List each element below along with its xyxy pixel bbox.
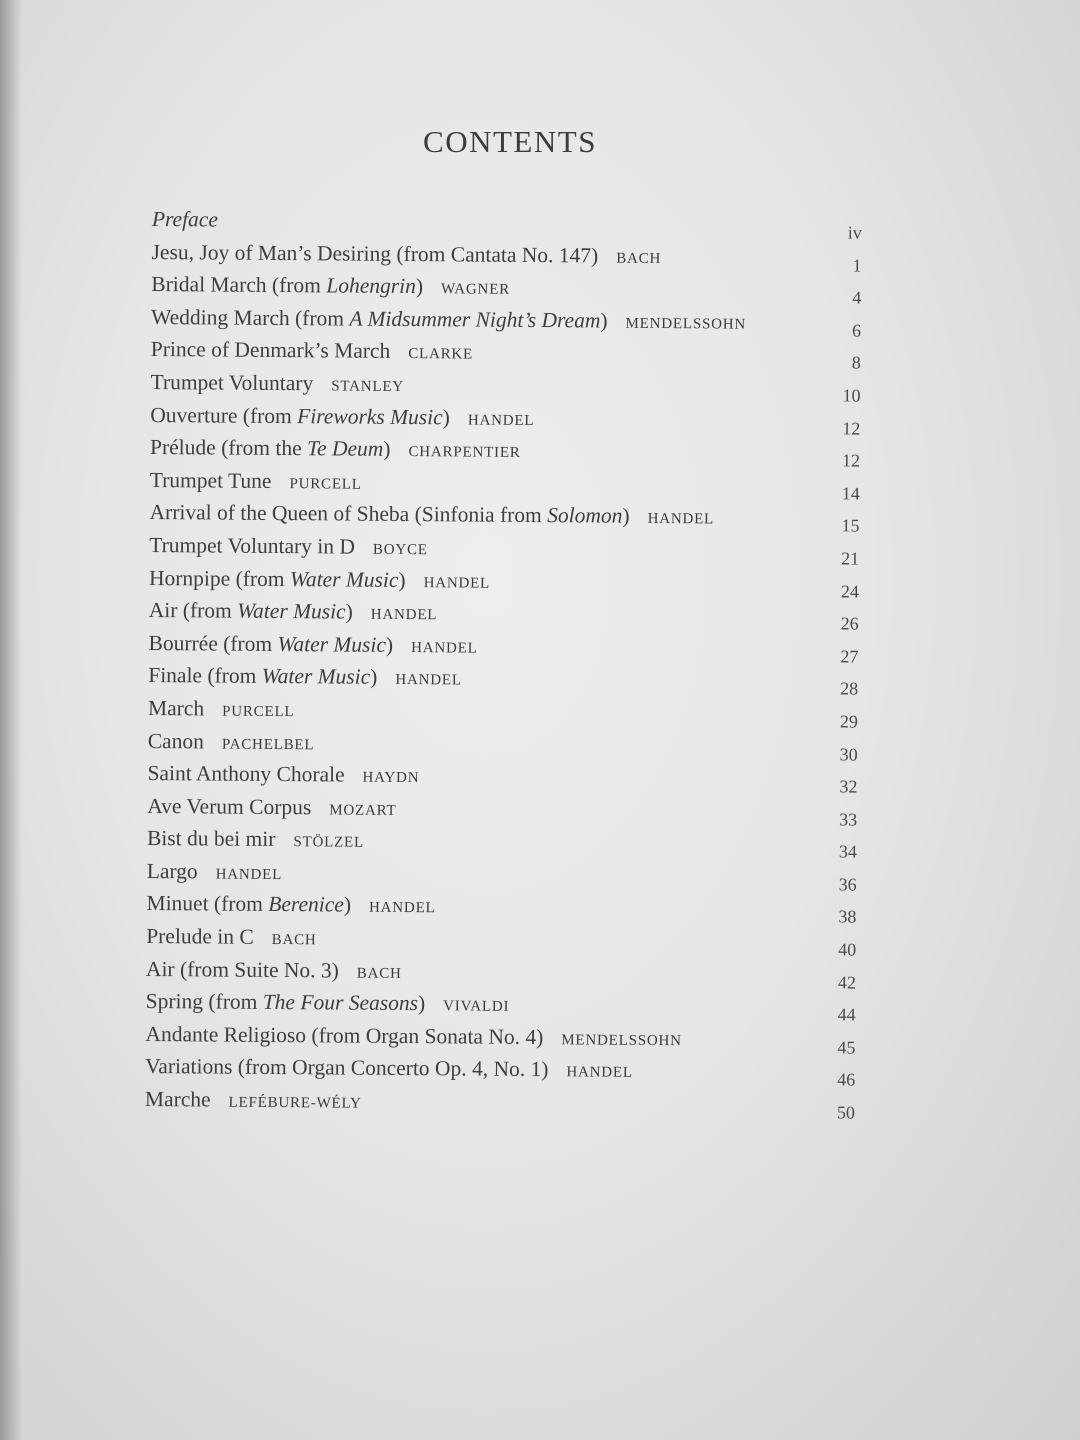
entry-title-text: ) xyxy=(415,274,424,299)
entry-title-text: Jesu, Joy of Man’s Desiring (from Cantata No. 147) xyxy=(151,239,599,268)
entry-title-text: March xyxy=(147,695,205,721)
entry-title-text: ) xyxy=(600,308,608,333)
entry-title xyxy=(146,989,426,1015)
entry-title xyxy=(147,794,311,819)
entry-page-number: 36 xyxy=(838,874,857,895)
entry-title xyxy=(148,663,377,689)
entry-composer: CLARKE xyxy=(408,346,474,363)
entry-page-number: 50 xyxy=(836,1102,855,1123)
entry-composer: BACH xyxy=(271,932,317,949)
entry-page-number: 26 xyxy=(840,613,859,634)
entry-title-text: Bist du bei mir xyxy=(146,826,276,852)
entry-title-italic: Water Music xyxy=(289,566,399,592)
entry-title-text: ) xyxy=(442,404,450,429)
entry-title-text: Ouverture (from xyxy=(150,402,298,428)
entry-page-number: 33 xyxy=(839,809,858,830)
entry-title xyxy=(148,696,204,720)
entry-composer: LEFÉBURE-WÉLY xyxy=(228,1094,362,1112)
contents-list xyxy=(145,203,872,1121)
entry-page-number: 42 xyxy=(837,972,856,993)
entry-title-text: Andante Religioso (from Organ Sonata No. 4) xyxy=(145,1021,544,1049)
entry-title-text: Finale (from xyxy=(148,663,262,689)
entry-page-number: 14 xyxy=(841,483,860,504)
entry-page-number: 15 xyxy=(841,515,860,536)
entry-composer: WAGNER xyxy=(440,281,511,299)
entry-page-number: 24 xyxy=(840,580,860,602)
entry-title xyxy=(147,859,198,883)
entry-title-text: ) xyxy=(398,567,406,592)
entry-title-text: ) xyxy=(417,991,426,1016)
entry-page-number: 12 xyxy=(842,417,861,439)
entry-page-number: 38 xyxy=(838,906,857,928)
entry-composer: PURCELL xyxy=(289,475,362,493)
entry-title xyxy=(151,370,314,395)
entry-page-number: 27 xyxy=(840,646,859,667)
entry-title-text: Trumpet Voluntary xyxy=(150,369,314,396)
entry-page-number: 21 xyxy=(841,548,860,569)
entry-composer: STÖLZEL xyxy=(293,834,365,851)
entry-title-text: ) xyxy=(343,892,352,918)
entry-page-number: 4 xyxy=(852,287,862,308)
entry-composer: HANDEL xyxy=(215,866,283,883)
entry-composer: HANDEL xyxy=(411,639,478,657)
entry-title xyxy=(149,566,406,592)
entry-composer: MOZART xyxy=(329,802,397,819)
entry-title-text: Hornpipe (from xyxy=(148,565,291,591)
entry-page-number: 1 xyxy=(852,255,862,276)
entry-page-number: 44 xyxy=(837,1004,856,1025)
entry-title-text: Saint Anthony Chorale xyxy=(147,761,345,787)
entry-title xyxy=(151,337,391,363)
entry-title-text: Prince of Denmark’s March xyxy=(150,337,391,364)
entry-composer: BOYCE xyxy=(372,541,428,559)
entry-title-text: Air (from Suite No. 3) xyxy=(145,956,339,983)
page-edge-shadow xyxy=(0,0,22,1440)
entry-title xyxy=(149,533,355,559)
entry-title-text: Air (from xyxy=(148,598,238,623)
entry-page-number: 40 xyxy=(838,939,857,960)
entry-title-italic: Water Music xyxy=(237,598,346,624)
entry-title-text: Spring (from xyxy=(145,989,263,1015)
entry-title-text: ) xyxy=(370,665,378,690)
entry-title-text: Bridal March (from xyxy=(151,272,327,298)
entry-title-italic: Fireworks Music xyxy=(297,403,443,429)
entry-title xyxy=(148,631,393,657)
entry-title xyxy=(145,1022,543,1049)
entry-title-text: Canon xyxy=(147,728,205,753)
entry-title xyxy=(152,240,599,268)
entry-composer: PURCELL xyxy=(222,703,295,721)
entry-page-number: 32 xyxy=(839,776,858,797)
contents-entry xyxy=(145,1083,865,1121)
page-title: CONTENTS xyxy=(423,124,597,159)
entry-title-text: ) xyxy=(345,599,353,624)
entry-title-italic: Preface xyxy=(151,206,219,232)
entry-title-italic: Water Music xyxy=(261,664,371,690)
entry-title xyxy=(146,957,339,983)
entry-title xyxy=(150,435,391,461)
entry-title-italic: Lohengrin xyxy=(326,273,416,299)
entry-page-number: 30 xyxy=(839,743,858,765)
entry-title-italic: The Four Seasons xyxy=(262,990,419,1016)
entry-title-italic: Solomon xyxy=(547,503,623,529)
entry-composer: MENDELSSOHN xyxy=(625,315,747,333)
entry-title-italic: Te Deum xyxy=(307,436,384,461)
entry-composer: CHARPENTIER xyxy=(408,444,521,462)
entry-title-text: Arrival of the Queen of Sheba (Sinfonia from xyxy=(149,500,548,528)
entry-title xyxy=(150,468,272,493)
entry-composer: MENDELSSOHN xyxy=(561,1032,682,1050)
entry-page-number: 28 xyxy=(840,678,859,699)
entry-composer: HANDEL xyxy=(370,606,438,624)
entry-title xyxy=(147,826,276,851)
entry-page-number: 8 xyxy=(851,352,861,373)
entry-title xyxy=(152,207,218,232)
entry-page-number: 29 xyxy=(839,711,859,732)
entry-composer: PACHELBEL xyxy=(221,736,315,753)
entry-title-text: Marche xyxy=(144,1087,211,1112)
entry-title-text: Bourrée (from xyxy=(148,630,278,656)
entry-composer: BACH xyxy=(616,250,662,267)
entry-title xyxy=(145,1087,211,1112)
entry-title-text: Minuet (from xyxy=(146,891,269,917)
entry-title xyxy=(149,598,353,624)
entry-title-text: ) xyxy=(385,632,394,657)
entry-composer: STANLEY xyxy=(331,378,405,395)
entry-page-number: 45 xyxy=(837,1037,856,1058)
entry-title-text: Trumpet Voluntary in D xyxy=(149,532,356,559)
entry-title-text: ) xyxy=(622,504,630,529)
entry-title xyxy=(149,500,629,528)
entry-title-text: Ave Verum Corpus xyxy=(147,793,312,819)
entry-title-italic: Water Music xyxy=(277,631,387,657)
entry-title-text: Largo xyxy=(146,858,198,884)
entry-title xyxy=(147,761,344,787)
entry-composer: HANDEL xyxy=(368,900,436,917)
entry-title-text: Trumpet Tune xyxy=(149,467,272,493)
entry-title xyxy=(146,891,351,917)
entry-title-text: Variations (from Organ Concerto Op. 4, No. 1) xyxy=(145,1054,549,1082)
entry-title-text: Prelude in C xyxy=(146,924,254,949)
entry-title xyxy=(146,924,254,949)
entry-title xyxy=(151,305,608,333)
entry-composer: HANDEL xyxy=(647,511,715,528)
entry-page-number: iv xyxy=(847,222,862,243)
entry-title xyxy=(151,272,423,298)
entry-page-number: 34 xyxy=(838,841,858,862)
entry-composer: HANDEL xyxy=(395,672,462,689)
entry-composer: HANDEL xyxy=(423,574,491,592)
entry-title-text: Wedding March (from xyxy=(151,304,350,331)
entry-page-number: 6 xyxy=(851,320,862,341)
entry-page-number: 46 xyxy=(837,1069,856,1090)
entry-composer: HAYDN xyxy=(362,769,420,787)
entry-composer: HANDEL xyxy=(566,1064,633,1082)
entry-title xyxy=(150,403,450,429)
entry-title-italic: Berenice xyxy=(268,892,345,917)
entry-composer: HANDEL xyxy=(467,412,535,429)
entry-page-number: 12 xyxy=(841,450,861,471)
entry-title xyxy=(148,728,204,752)
entry-composer: BACH xyxy=(356,965,402,982)
entry-title-italic: A Midsummer Night’s Dream xyxy=(349,306,601,333)
entry-title-text: Prélude (from the xyxy=(149,435,308,461)
entry-title-text: ) xyxy=(383,436,391,462)
entry-page-number: 10 xyxy=(842,385,861,406)
entry-title xyxy=(145,1054,548,1081)
entry-composer: VIVALDI xyxy=(443,998,510,1016)
